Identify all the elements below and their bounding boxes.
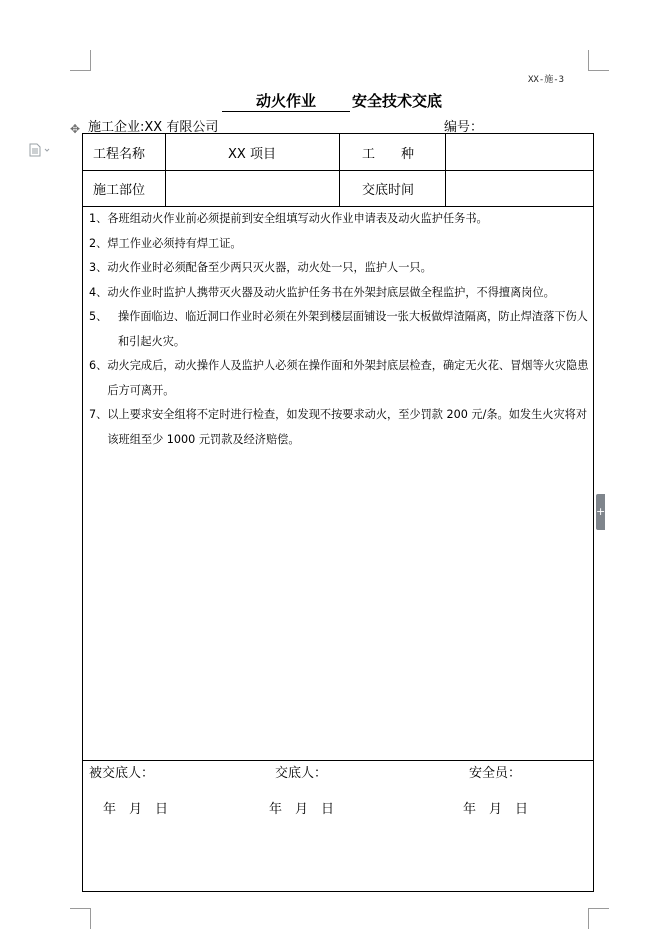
trade-label: 工 种 bbox=[362, 146, 415, 162]
item-number: 6、 bbox=[89, 359, 108, 372]
crop-mark-top-right bbox=[588, 50, 609, 71]
disclosure-form-table bbox=[82, 133, 594, 892]
item-text: 焊工作业必须持有焊工证。 bbox=[107, 236, 242, 250]
trade-value[interactable] bbox=[445, 134, 593, 170]
location-label: 施工部位 bbox=[93, 182, 146, 198]
title-rest: 安全技术交底 bbox=[352, 92, 443, 110]
handover-time-value[interactable] bbox=[445, 170, 593, 206]
row-divider bbox=[83, 760, 593, 761]
discloser-label: 交底人： bbox=[275, 766, 328, 781]
table-move-handle-icon[interactable]: ✥ bbox=[69, 122, 81, 136]
project-name-value[interactable]: XX 项目 bbox=[228, 146, 276, 162]
item-number: 5、 bbox=[89, 310, 118, 323]
item-text: 各班组动火作业前必须提前到安全组填写动火作业申请表及动火监护任务书。 bbox=[107, 212, 488, 225]
document-options-icon[interactable] bbox=[28, 143, 52, 157]
list-item bbox=[89, 403, 589, 452]
company-label: 施工企业:XX 有限公司 bbox=[88, 120, 219, 135]
safety-officer-label: 安全员： bbox=[469, 766, 522, 781]
project-name-label: 工程名称 bbox=[93, 146, 146, 162]
item-number: 7、 bbox=[89, 408, 108, 421]
document-code: XX-施-3 bbox=[528, 75, 565, 85]
title-underlined-part: 动火作业 bbox=[222, 90, 350, 112]
safety-requirements-list bbox=[89, 207, 589, 452]
item-number: 2、 bbox=[89, 236, 108, 250]
safety-officer-date: 年 月 日 bbox=[463, 802, 529, 817]
recipient-label: 被交底人： bbox=[89, 766, 155, 781]
item-text: 以上要求安全组将不定时进行检查，如发现不按要求动火，至少罚款 200 元/条。如发生火灾将对该班组至少 1000 元罚款及经济赔偿。 bbox=[107, 408, 588, 446]
serial-number-label: 编号： bbox=[444, 120, 484, 135]
item-text: 操作面临边、临近洞口作业时必须在外架到楼层面铺设一张大板做焊渣隔离，防止焊渣落下伤人和引起火灾。 bbox=[117, 310, 588, 348]
recipient-date: 年 月 日 bbox=[103, 802, 169, 817]
list-item bbox=[89, 207, 589, 232]
expand-panel-button[interactable]: + bbox=[596, 494, 605, 530]
column-divider bbox=[339, 134, 340, 206]
handover-time-label: 交底时间 bbox=[362, 182, 415, 198]
list-item bbox=[89, 281, 589, 306]
item-number: 3、 bbox=[89, 261, 108, 274]
item-number: 1、 bbox=[89, 212, 108, 225]
list-item bbox=[89, 305, 589, 354]
discloser-date: 年 月 日 bbox=[269, 802, 335, 817]
item-text: 动火作业时必须配备至少两只灭火器，动火处一只，监护人一只。 bbox=[107, 261, 432, 274]
crop-mark-bottom-left bbox=[70, 908, 91, 929]
crop-mark-bottom-right bbox=[588, 908, 609, 929]
list-item bbox=[89, 232, 589, 257]
item-number: 4、 bbox=[89, 285, 108, 299]
document-title bbox=[222, 90, 442, 112]
item-text: 动火作业时监护人携带灭火器及动火监护任务书在外架封底层做全程监护，不得擅离岗位。 bbox=[107, 285, 555, 299]
list-item bbox=[89, 256, 589, 281]
location-value[interactable] bbox=[165, 170, 339, 206]
crop-mark-top-left bbox=[70, 50, 91, 71]
item-text: 动火完成后，动火操作人及监护人必须在操作面和外架封底层检查，确定无火花、冒烟等火灾隐患后方可离开。 bbox=[107, 359, 589, 397]
list-item bbox=[89, 354, 589, 403]
